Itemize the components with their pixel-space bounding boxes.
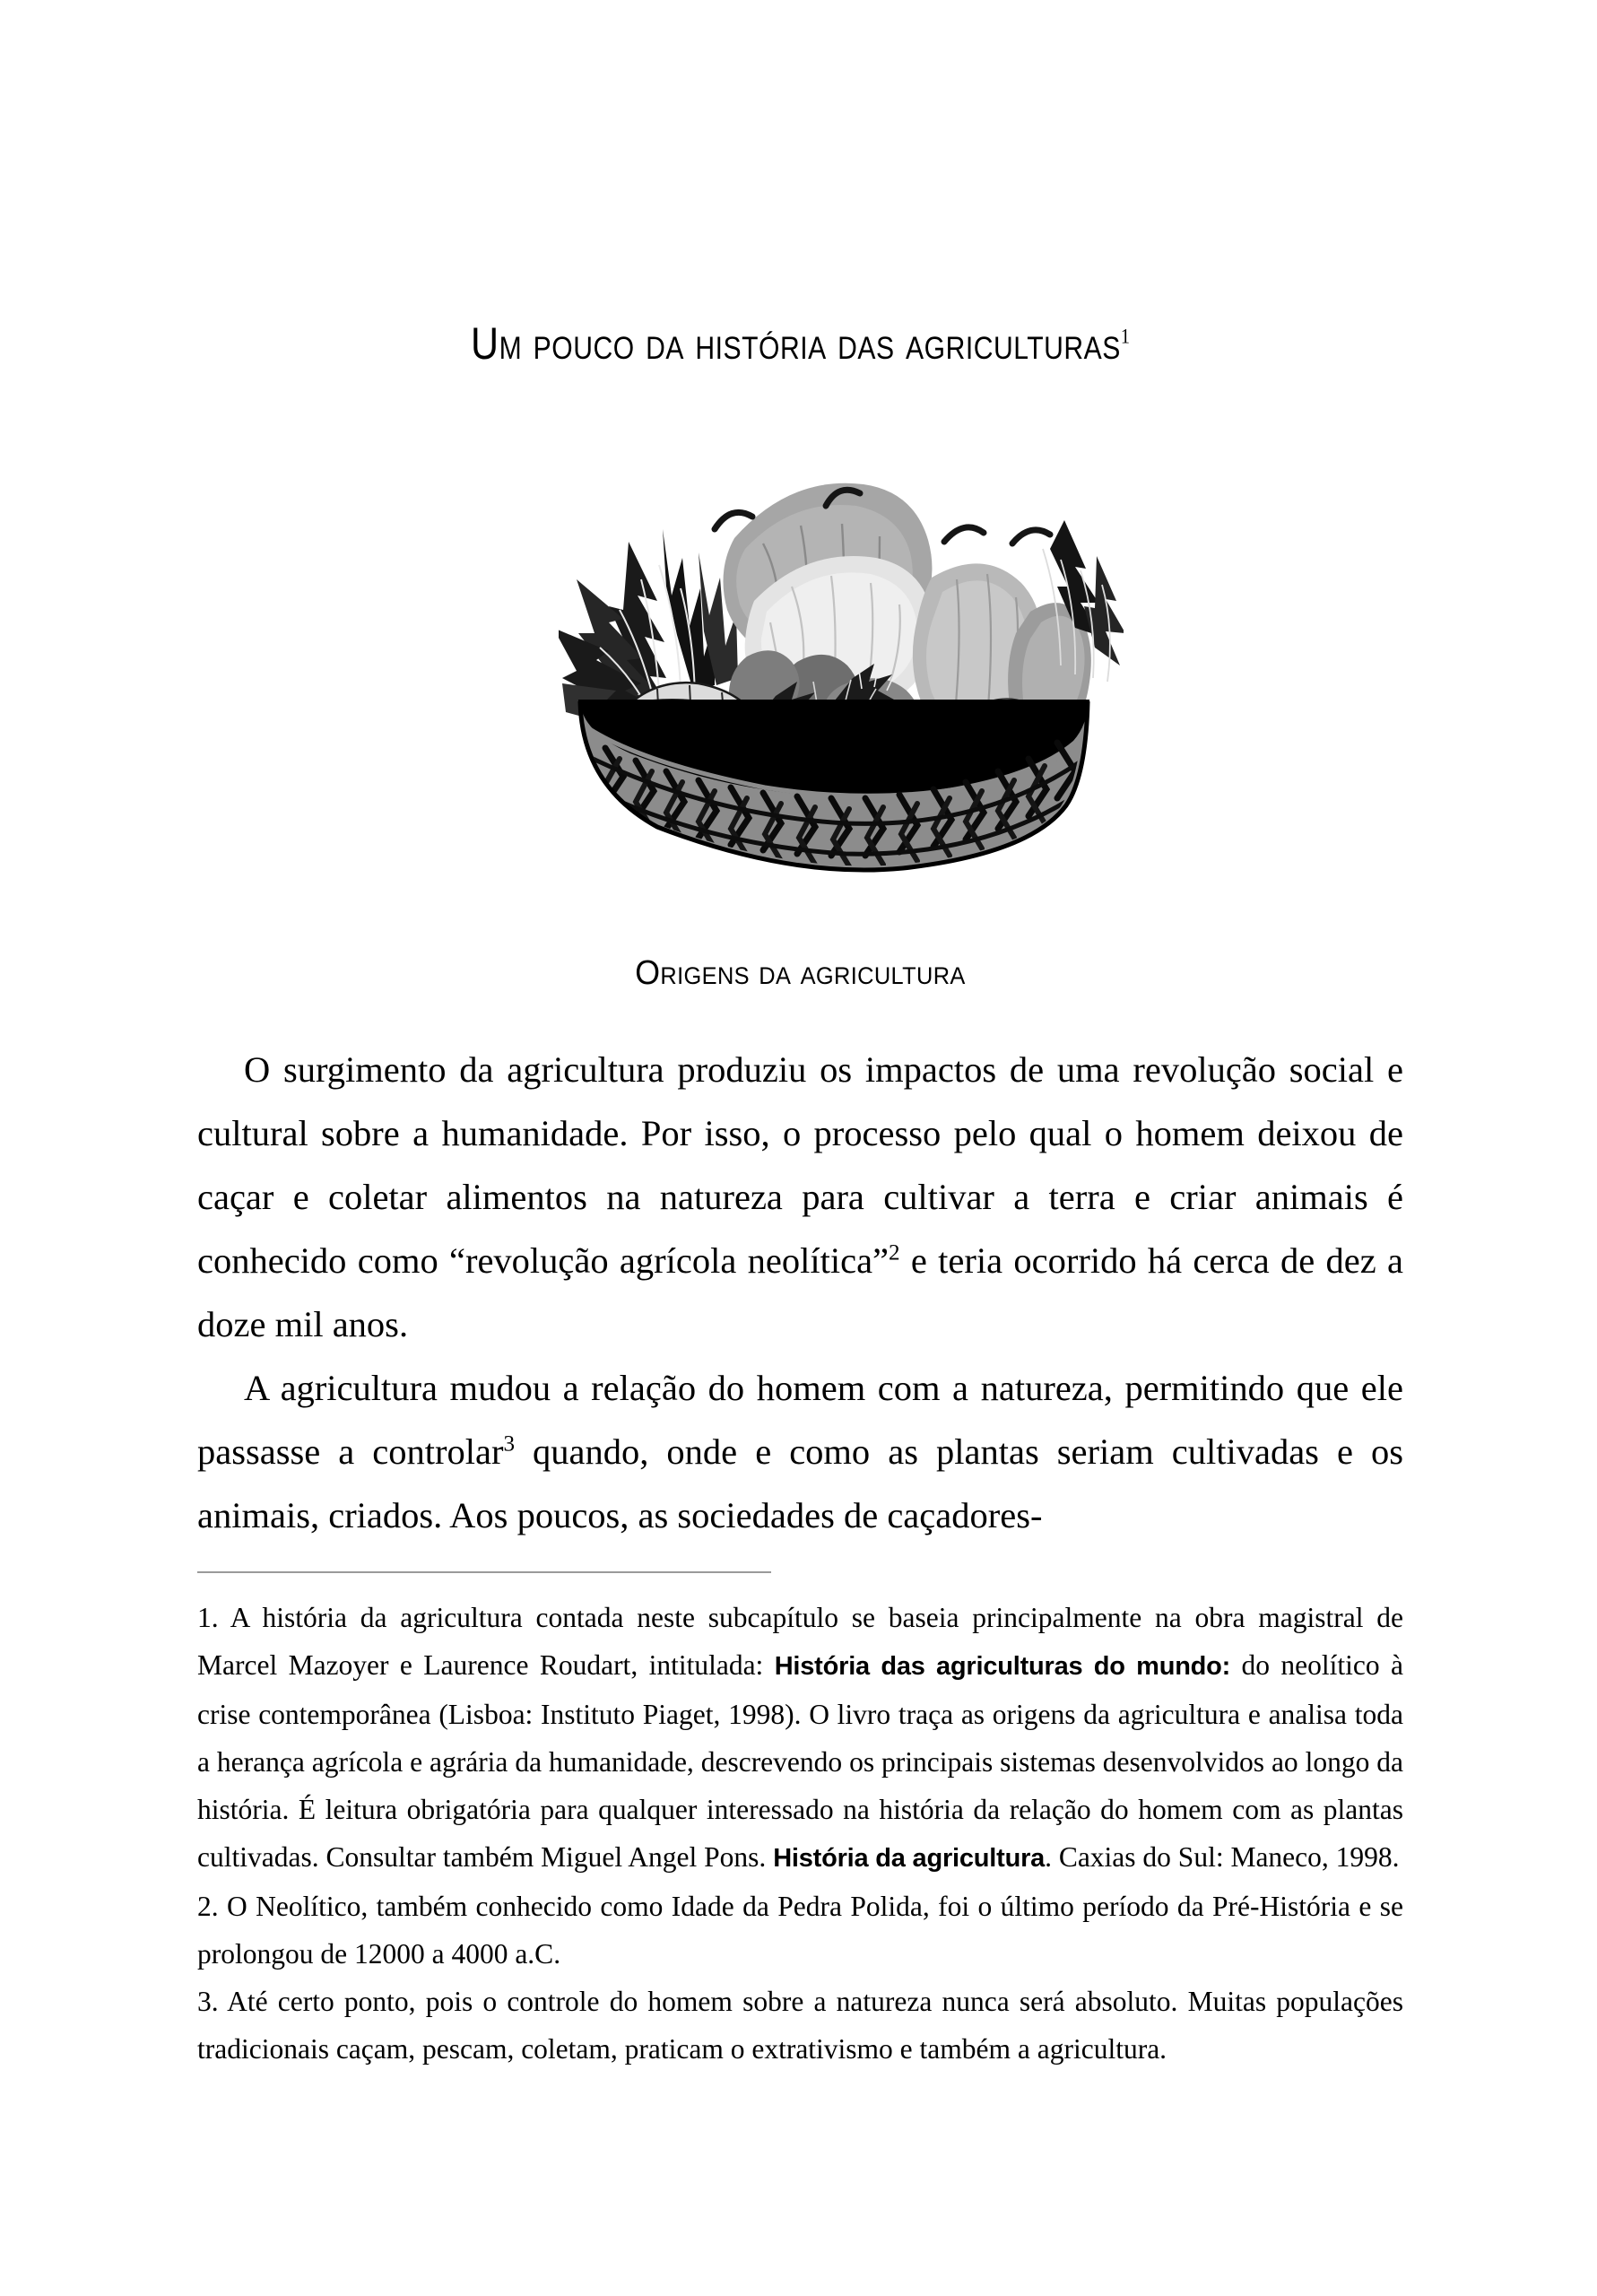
footnote-item: 1. A história da agricultura contada neste subcapítulo se baseia principalmente na obra magistral de Marcel Mazoyer e Laurence Roudart, intitulada: História das agriculturas do mundo: do neolítico à crise contemporânea (Lisboa: Instituto Piaget, 1998). O livro traça as origens da agricultura e analisa toda a herança agrícola e agrária da humanidade, descrevendo os principais sistemas desenvolvidos ao longo da história. É leitura obrigatória para qualquer interessado na história da relação do homem com as plantas cultivadas. Consultar também Miguel Angel Pons. História da agricultura. Caxias do Sul: Maneco, 1998. — [197, 1602, 1403, 1873]
footnote-reference-marker: 3 — [503, 1431, 516, 1457]
footnote-reference-marker: 2 — [889, 1240, 900, 1265]
chapter-title-footnote-marker: 1 — [1120, 324, 1130, 348]
body-text — [197, 1038, 1403, 1547]
basket-of-produce-illustration — [523, 443, 1150, 891]
book-title: História da agricultura — [773, 1844, 1046, 1873]
body-paragraph: O surgimento da agricultura produziu os impactos de uma revolução social e cultural sobre a humanidade. Por isso, o processo pelo qual o homem deixou de caçar e coletar alimentos na natureza para cultivar a terra e criar animais é conhecido como “revolução agrícola neolítica”$^2$ e teria ocorrido há cerca de dez a doze mil anos. — [197, 1049, 1404, 1344]
footnote-item: 3. Até certo ponto, pois o controle do homem sobre a natureza nunca será absoluto. Muitas populações tradicionais caçam, pescam, coletam, praticam o extrativismo e também a agricultura. — [197, 1986, 1403, 2065]
body-paragraph: A agricultura mudou a relação do homem com a natureza, permitindo que ele passasse a controlar$^3$ quando, onde e como as plantas seriam cultivadas e os animais, criados. Aos poucos, as sociedades de caçadores- — [197, 1368, 1403, 1535]
footnotes-block — [197, 1594, 1403, 2073]
chapter-title-text: Um pouco da história das agriculturas — [471, 317, 1121, 369]
footnote-separator-rule — [197, 1571, 771, 1573]
basket-illustration-svg — [523, 443, 1150, 891]
page-content-column — [197, 0, 1403, 2296]
woven-basket — [578, 701, 1089, 870]
book-title: História das agriculturas do mundo: — [774, 1652, 1231, 1681]
footnote-item: 2. O Neolítico, também conhecido como Idade da Pedra Polida, foi o último período da Pré-História e se prolongou de 12000 a 4000 a.C. — [197, 1891, 1403, 1970]
section-heading: Origens da agricultura — [635, 953, 966, 992]
page-title — [282, 319, 1319, 368]
